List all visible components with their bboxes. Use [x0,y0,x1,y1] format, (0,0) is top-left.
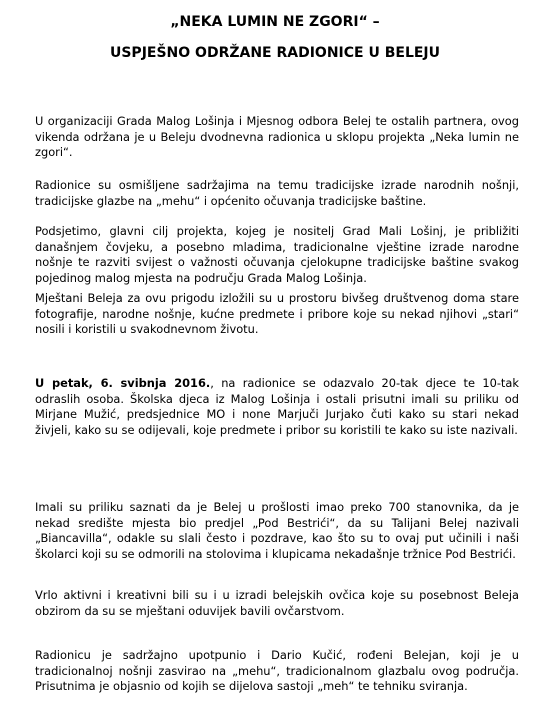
paragraph-project-goal: Podsjetimo, glavni cilj projekta, kojeg je nositelj Grad Mali Lošinj, je približiti današnjem čovjeku, a posebno mladima, tradicionalne vještine izrade narodne nošnje te razviti svijest o važnosti očuvanja cjelokupne tradicijske baštine svakog pojedinog malog mjesta na području Grada Malog Lošinja. [35,224,519,285]
paragraph-village-history: Imali su priliku saznati da je Belej u prošlosti imao preko 700 stanovnika, da je nekad središte mjesta bio predjel „Pod Bestrići“, da su Talijani Belej nazivali „Biancavilla“, odakle su slali često i pozdrave, kao što su to ovaj put učinili i naši školarci koji su se odmorili na stolovima i klupicama nekadašnje tržnice Pod Bestrići. [35,500,519,561]
paragraph-workshop-content: Radionice su osmišljene sadržajima na temu tradicijske izrade narodnih nošnji, tradicijske glazbe na „mehu“ i općenito očuvanja tradicijske baštine. [35,178,519,208]
document-title-line-1: „NEKA LUMIN NE ZGORI“ – [170,14,380,30]
friday-text: , na radionice se odazvalo 20-tak djece te 10-tak odraslih osoba. Školska djeca iz Malog Lošinja i ostali prisutni imali su priliku od Mirjane Mužić, predsjednice MO i none Marjuči Jurjako čuti kako su stari nekad živjeli, kako su se odijevali, koje predmete i pribor su koristili te kako su iste nazivali. [35,376,519,437]
paragraph-intro: U organizaciji Grada Malog Lošinja i Mjesnog odbora Belej te ostalih partnera, ovog vikenda održana je u Beleju dvodnevna radionica u sklopu projekta „Neka lumin ne zgori“. [35,114,519,160]
paragraph-traditional-music: Radionicu je sadržajno upotpunio i Dario Kučić, rođeni Belejan, koji je u tradicionalnoj nošnji zasvirao na „mehu“, tradicionalnom glazbalu ovog područja. Prisutnima je objasnio od kojih se dijelova sastoji „meh“ te tehniku sviranja. [35,648,519,694]
paragraph-sheep-crafts: Vrlo aktivni i kreativni bili su i u izradi belejskih ovčica koje su posebnost Beleja obzirom da su se mještani oduvijek bavili ovčarstvom. [35,588,519,618]
paragraph-exhibition: Mještani Beleja za ovu prigodu izložili su u prostoru bivšeg društvenog doma stare fotografije, narodne nošnje, kućne predmete i pribore koje su nekad njihovi „stari“ nosili i koristili u svakodnevnom životu. [35,291,519,337]
paragraph-friday [35,376,519,438]
document-title-line-2: USPJEŠNO ODRŽANE RADIONICE U BELEJU [109,45,441,61]
friday-date-bold: U petak, 6. svibnja 2016. [35,376,211,391]
